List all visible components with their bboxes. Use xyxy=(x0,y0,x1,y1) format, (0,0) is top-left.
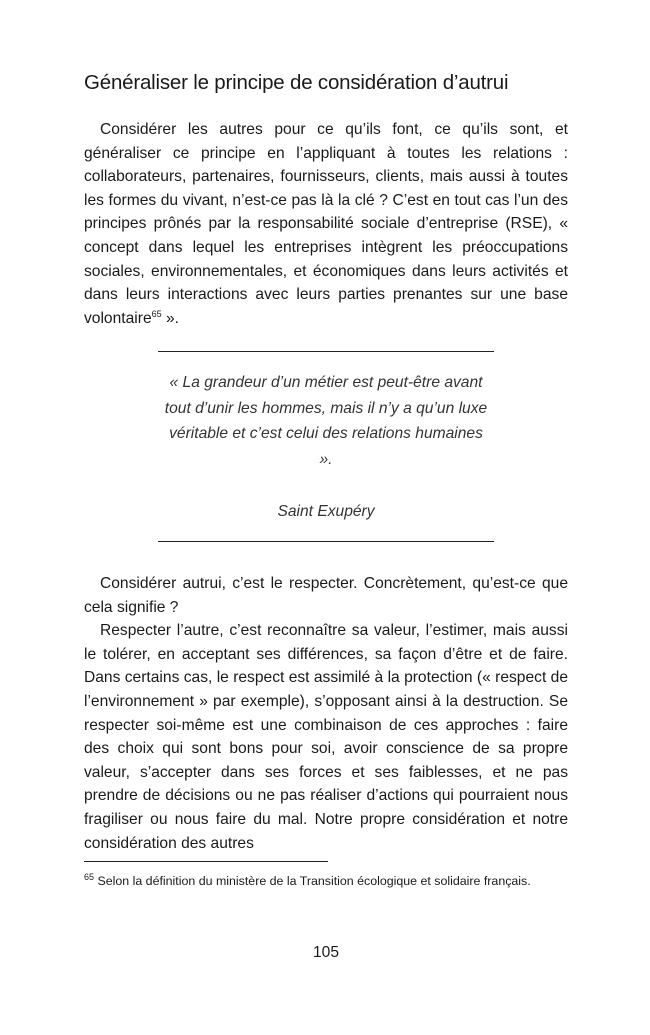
intro-text-end: ». xyxy=(161,309,179,327)
quote-top-rule xyxy=(158,351,494,352)
intro-section xyxy=(84,118,568,330)
page-number: 105 xyxy=(312,944,340,961)
section-heading: Généraliser le principe de considération d’autrui xyxy=(84,71,509,94)
book-page xyxy=(84,0,568,1035)
quote-block xyxy=(162,370,490,472)
quote-attribution xyxy=(84,499,568,525)
footnote xyxy=(84,872,568,891)
quote-text: « La grandeur d’un métier est peut-être avant tout d’unir les hommes, mais il n’y a qu’un luxe véritable et c’est celui des relations humaines ». xyxy=(164,374,488,468)
footnote-rule xyxy=(84,861,328,862)
paragraph-2: Considérer autrui, c’est le respecter. Concrètement, qu’est-ce que cela signifie ? xyxy=(84,575,568,616)
footnote-reference[interactable]: 65 xyxy=(151,308,162,319)
footnote-number: 65 xyxy=(84,871,95,882)
footnote-text: Selon la définition du ministère de la Transition écologique et solidaire français. xyxy=(94,874,531,888)
quote-author: Saint Exupéry xyxy=(277,503,375,520)
body-section xyxy=(84,572,568,855)
paragraph-3: Respecter l’autre, c’est reconnaître sa valeur, l’estimer, mais aussi le tolérer, en acceptant ses différences, sa façon d’être et de faire. Dans certains cas, le respect est assimilé à la protection (« respect de l’environnement » par exemple), s’opposant ainsi à la destruction. Se respecter soi-même est une combinaison de ces approches : faire des choix qui sont bons pour soi, avoir conscience de sa propre valeur, s’accepter dans ses forces et ses faiblesses, et ne pas prendre de décisions ou ne pas réaliser d’actions qui pourraient nous fragiliser ou nous faire du mal. Notre propre considération et notre considération des autres xyxy=(84,622,568,852)
quote-bottom-rule xyxy=(158,541,494,542)
intro-paragraph xyxy=(84,118,568,330)
intro-text: Considérer les autres pour ce qu’ils font, ce qu’ils sont, et généraliser ce principe en l’appliquant à toutes les relations : collaborateurs, partenaires, fournisseurs, clients, mais aussi à toutes les formes du vivant, n’est-ce pas là la clé ? C’est en tout cas l’un des principes prônés par la responsabilité sociale d’entreprise (RSE), « concept dans lequel les entreprises intègrent les préoccupations sociales, environnementales, et économiques dans leurs activités et dans leurs interactions avec leurs parties prenantes sur une base volontaire xyxy=(84,121,568,327)
